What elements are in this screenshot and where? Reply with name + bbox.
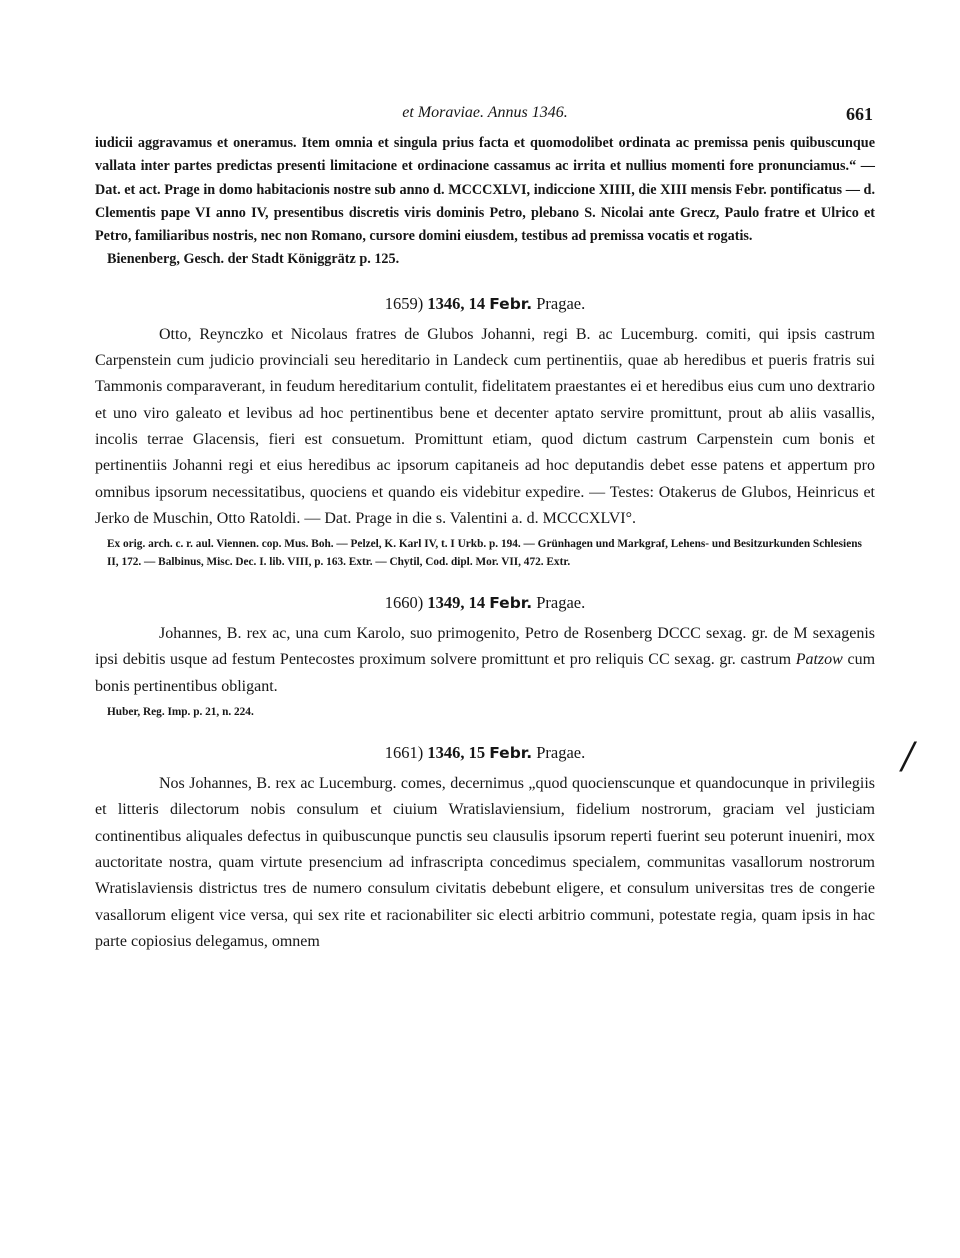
entry-1659 [95, 294, 875, 571]
previous-entry-continuation [95, 132, 875, 272]
margin-mark: / [902, 736, 915, 777]
entry-date: 1349, 14 [427, 593, 486, 613]
entry-number: 1659) [384, 293, 424, 313]
entry-heading [95, 294, 875, 314]
page-header [95, 100, 875, 132]
entry-number: 1661) [384, 743, 424, 763]
entry-month: Febr. [489, 294, 533, 313]
page-number: 661 [846, 104, 873, 124]
entry-month: Febr. [489, 594, 533, 613]
entry-1661 [95, 743, 875, 955]
entry-text-italic: Patzow [795, 651, 843, 669]
entry-text-part: Johannes, B. rex ac, una cum Karolo, suo primogenito, Petro de Rosenberg DCCC sexag. gr. de M sexagenis ipsi debitis usque ad festum Pentecostes proximum solvere promittunt et pro reliquis CC sexag. gr. castrum [95, 625, 875, 669]
entry-body [95, 322, 875, 532]
entry-number: 1660) [384, 593, 424, 613]
entry-source: Huber, Reg. Imp. p. 21, n. 224. [107, 706, 254, 719]
entry-date: 1346, 15 [427, 743, 486, 763]
entry-1660 [95, 593, 875, 721]
entry-body [95, 771, 875, 955]
entry-month: Febr. [489, 744, 533, 763]
entry-text-part: cum bonis pertinentibus obligant. [95, 651, 876, 695]
entry-place: Pragae. [536, 743, 586, 763]
entry-heading [95, 593, 875, 613]
document-page [95, 100, 875, 955]
entry-heading [95, 743, 875, 763]
previous-entry-text: iudicii aggravamus et oneramus. Item omnia et singula prius facta et quomodolibet ordinata ac premissa penis quibuscunque vallata inter partes predictas presenti limitacione et ordinacione cassamus ac irrita et nullius momenti fore pronunciamus.“ — Dat. et act. Prage in domo habitacionis nostre sub anno d. MCCCXLVI, indiccione XIIII, die XIII mensis Febr. pontificatus — d. Clementis pape VI anno IV, presentibus discretis viris dominis Petro, plebano S. Nicolai ante Grecz, Paulo fratre et Ulrico et Petro, familiaribus nostris, nec non Romano, cursore domini eiusdem, testibus ad premissa vocatis et rogatis. [95, 135, 875, 245]
running-title: et Moraviae. Annus 1346. [402, 104, 568, 121]
entry-date: 1346, 14 [427, 293, 486, 313]
entry-body [95, 621, 875, 700]
entry-text: Otto, Reynczko et Nicolaus fratres de Glubos Johanni, regi B. ac Lucemburg. comiti, qui ipsis castrum Carpenstein cum judicio provinciali seu hereditario in Landeck cum pertinentiis, quae ab heredibus et pueris fratris sui Tammonis comparaverant, in feudum hereditarium contulit, fidelitatem praestantes ei et heredibus eius cum uno dextrario et uno viro galeato et levibus ad hoc pertinentibus bene et decenter aptato servire promittunt, prout ab aliis vasallis, incolis terrae Glacensis, fieri est consuetum. Promittunt etiam, quod dictum castrum Carpenstein cum bonis et pertinentiis Johanni regi et eius heredibus ac ipsorum capitaneis ad hoc deputandis debet esse patens et appertum pro omnibus ipsorum necessitatibus, quociens et quando eis videbitur expedire. — Testes: Otakerus de Glubos, Heinricus et Jerko de Muschin, Otto Ratoldi. — Dat. Prage in die s. Valentini a. d. MCCCXLVI°. [95, 325, 875, 527]
entry-text [95, 621, 875, 700]
entry-place: Pragae. [536, 293, 586, 313]
entry-text: Nos Johannes, B. rex ac Lucemburg. comes, decernimus „quod quocienscunque et quandocunque in privilegiis et litteris dilectorum nobis consulum et ciuium Wratislaviensium, fidelium nostrorum, graciam vel justiciam continentibus aliquales defectus in quibuscunque punctis seu clausulis ipsorum reperti fuerint seu poterunt inueniri, mox auctoritate nostra, quam virtute presencium ad infrascripta concedimus specialem, communitas vasallorum nostrorum Wratislaviensis districtus tres de numero consulum civitatis debebunt eligere, et consulum universitas tres de congerie vasallorum eligent vice versa, qui sex rite et racionabiliter sic electi arbitrio communi, potestate regia, quam ipsis in hac parte copiosius delegamus, omnem [95, 775, 875, 950]
entry-place: Pragae. [536, 593, 586, 613]
entry-source: Ex orig. arch. c. r. aul. Viennen. cop. Mus. Boh. — Pelzel, K. Karl IV, t. I Urkb. p. 194. — Grünhagen und Markgraf, Lehens- und Besitzurkunden Schlesiens II, 172. — Balbinus, Misc. Dec. I. lib. VIII, p. 163. Extr. — Chytil, Cod. dipl. Mor. VII, 472. Extr. [107, 538, 862, 569]
previous-entry-source: Bienenberg, Gesch. der Stadt Königgrätz p. 125. [107, 251, 400, 268]
